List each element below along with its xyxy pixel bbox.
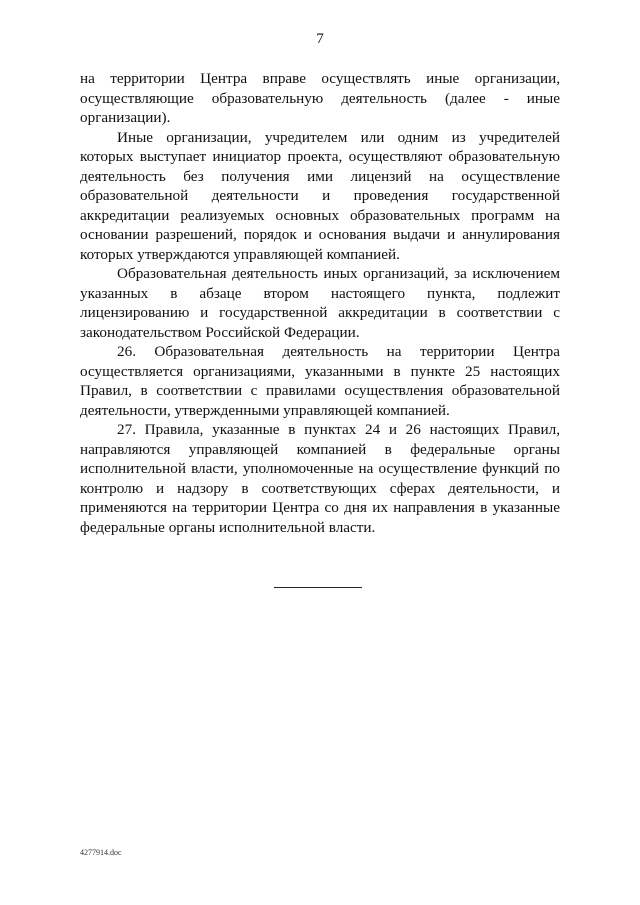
paragraph-item-27: 27. Правила, указанные в пунктах 24 и 26 настоящих Правил, направляются управляющей компанией в федеральные органы исполнительной власти, уполномоченные на осуществление функций по контролю и надзору в соответствующих сферах деятельности, и применяются на территории Центра со дня их направления в указанные федеральные органы исполнительной власти. <box>80 421 560 536</box>
end-divider <box>274 587 362 588</box>
document-file-reference: 4277914.doc <box>80 848 122 857</box>
paragraph-item-26: 26. Образовательная деятельность на территории Центра осуществляется организациями, указанными в пункте 25 настоящих Правил, в соответствии с правилами осуществления образовательной деятельности, утвержденными управляющей компанией. <box>80 343 560 419</box>
document-body <box>80 69 560 537</box>
page-number: 7 <box>316 31 324 47</box>
paragraph-other-organizations: Иные организации, учредителем или одним из учредителей которых выступает инициатор проекта, осуществляют образовательную деятельность без получения ими лицензий на осуществление образовательной деятельности и проведения государственной аккредитации реализуемых основных образовательных программ на основании разрешений, порядок и основания выдачи и аннулирования которых утверждаются управляющей компанией. <box>80 128 560 263</box>
paragraph-continuation: на территории Центра вправе осуществлять иные организации, осуществляющие образовательную деятельность (далее - иные организации). <box>80 70 560 126</box>
paragraph-licensing: Образовательная деятельность иных организаций, за исключением указанных в абзаце втором настоящего пункта, подлежит лицензированию и государственной аккредитации в соответствии с законодательством Российской Федерации. <box>80 265 560 341</box>
